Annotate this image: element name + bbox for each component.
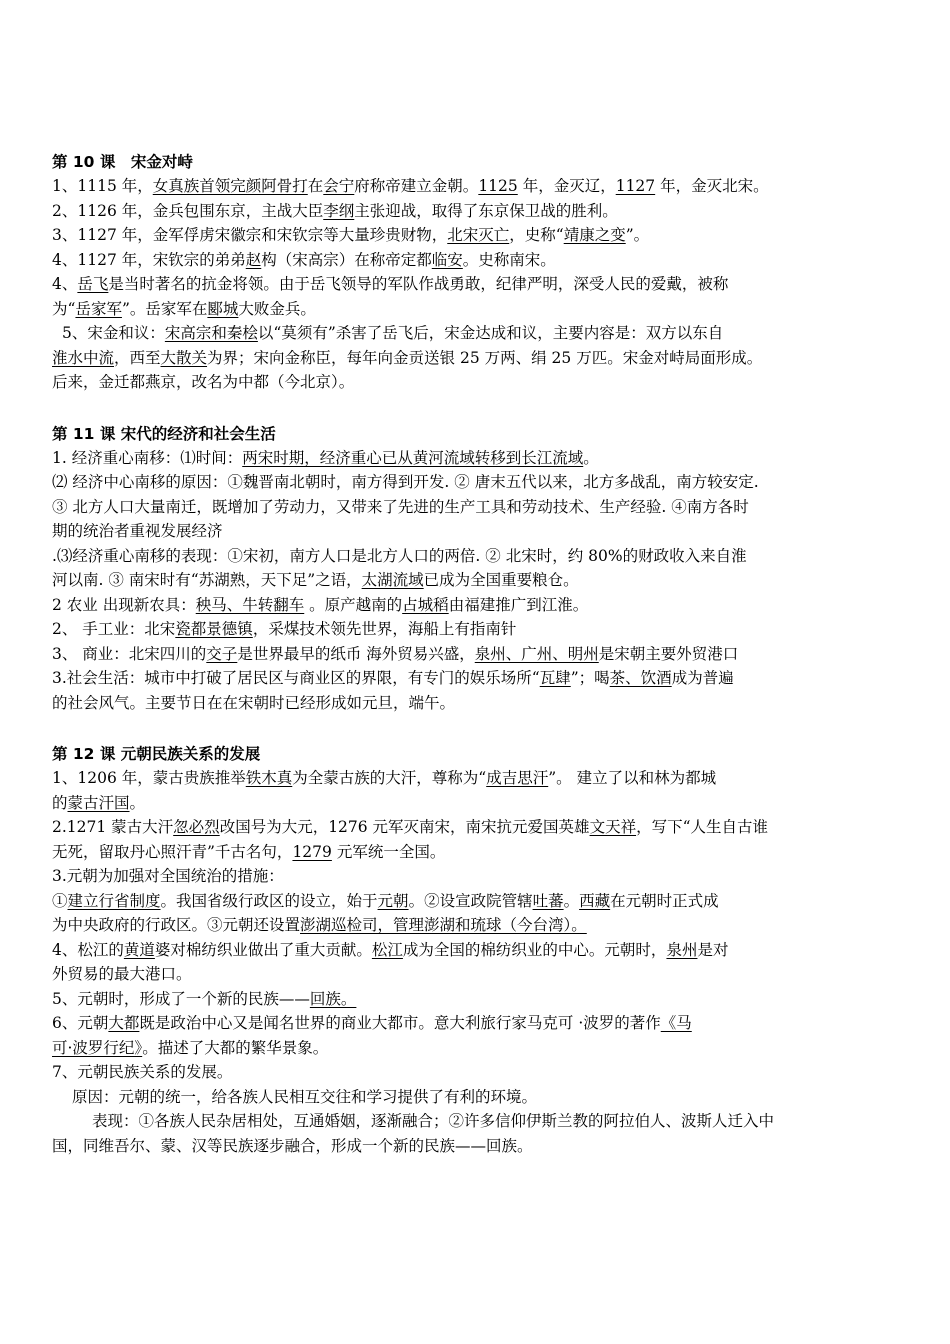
- text-line: [52, 864, 912, 889]
- text-line: [52, 174, 912, 199]
- text-run: 是世界最早的纸币 海外贸易兴盛，: [237, 644, 475, 663]
- key-term: 郾城: [207, 299, 239, 318]
- text-run: 2 农业 出现新农具：: [52, 595, 196, 614]
- key-term: 回族。: [309, 989, 357, 1008]
- text-line: [52, 791, 912, 816]
- text-run: 由福建推广到江淮。: [448, 595, 589, 614]
- key-term: 占城稻: [402, 595, 449, 614]
- text-run: 河以南. ③ 南宋时有“苏湖熟，天下足”之语，: [52, 571, 362, 589]
- text-run: 1、1115 年，: [52, 177, 153, 195]
- key-term: 李纲: [323, 201, 355, 220]
- text-run: 。史称南宋。: [462, 250, 556, 269]
- text-run: 后来，金迁都燕京，改名为中都（今北京）。: [52, 373, 355, 391]
- text-run: 无死，留取丹心照汗青”千古名句，: [52, 842, 293, 861]
- text-run: 在元朝时正式成: [610, 891, 719, 910]
- text-run: 期的统治者重视发展经济: [52, 522, 223, 540]
- text-run: 6、元朝: [52, 1014, 109, 1032]
- text-run: 7、元朝民族关系的发展。: [52, 1063, 233, 1081]
- text-run: 构（宋高宗）在称帝定都: [261, 250, 432, 269]
- text-run: 国，同维吾尔、蒙、汉等民族逐步融合，形成一个新的民族——回族。: [52, 1136, 533, 1155]
- text-line: [52, 544, 912, 569]
- text-run: 2、1126 年，金兵包围东京，主战大臣: [52, 201, 324, 220]
- key-term: 文天祥: [589, 818, 637, 836]
- key-term: 成吉思汗: [486, 769, 549, 787]
- key-term: 女真族首领完颜阿骨打: [152, 177, 308, 195]
- text-run: .⑶经济重心南移的表现：①宋初，南方人口是北方人口的两倍. ② 北宋时，约 80%的财政收入来自淮: [52, 546, 747, 565]
- text-line: [52, 470, 912, 495]
- key-term: 《马: [660, 1014, 692, 1032]
- text-run: 1、1206 年，蒙古贵族推举: [52, 769, 246, 787]
- text-run: ①: [52, 891, 68, 910]
- key-term: 西藏: [579, 891, 611, 910]
- text-run: 。描述了大都的繁华景象。: [142, 1038, 329, 1057]
- text-line: [52, 642, 912, 667]
- text-line: [52, 1011, 912, 1036]
- text-run: 以“莫须有”杀害了岳飞后，宋金达成和议，主要内容是：双方以东自: [257, 324, 724, 342]
- text-line: [52, 272, 912, 297]
- key-term: 大散关: [160, 348, 208, 367]
- text-line: [52, 370, 912, 395]
- text-run: 。原产越南的: [304, 595, 403, 614]
- text-run: 。: [563, 891, 580, 910]
- text-run: 主张迎战，取得了东京保卫战的胜利。: [354, 201, 618, 220]
- text-run: 成为全国的棉纺织业的中心。元朝时，: [402, 940, 667, 959]
- key-term: 黄道: [123, 940, 155, 959]
- text-run: 在: [307, 177, 324, 195]
- text-run: 的: [52, 793, 68, 812]
- text-run: ，西至: [114, 348, 161, 367]
- text-line: [52, 766, 912, 791]
- text-line: [52, 1085, 912, 1110]
- text-run: 为界；宋向金称臣，每年向金贡送银 25 万两、绢 25 万匹。宋金对峙局面形成。: [207, 348, 763, 367]
- text-run: 是宋朝主要外贸港口: [598, 644, 739, 663]
- key-term: 会宁: [323, 177, 355, 195]
- text-run: ，史称“: [509, 226, 564, 244]
- text-line: [52, 938, 912, 963]
- text-run: 为“: [52, 299, 76, 318]
- text-line: [52, 346, 912, 371]
- text-run: 。②设宣政院管辖: [408, 891, 533, 910]
- text-run: 2.1271 蒙古大汗: [52, 818, 174, 836]
- key-term: 茶、饮酒: [609, 669, 672, 687]
- text-run: 成为普遍: [671, 669, 734, 687]
- text-run: 。我国省级行政区的设立，始于: [160, 891, 378, 910]
- text-run: 年，金灭辽，: [517, 177, 616, 195]
- text-line: [52, 519, 912, 544]
- lesson-section: [52, 422, 912, 716]
- text-line: [52, 223, 912, 248]
- text-run: 的社会风气。主要节日在在宋朝时已经形成如元旦，端午。: [52, 693, 456, 712]
- key-term: 瓷都景德镇: [175, 620, 253, 638]
- lesson-title: 第 11 课 宋代的经济和社会生活: [52, 424, 276, 443]
- text-run: ⑵ 经济中心南移的原因：①魏晋南北朝时，南方得到开发. ② 唐末五代以来，北方多战乱，南方较安定.: [52, 473, 759, 491]
- text-run: 4、: [52, 275, 78, 293]
- key-term: 临安: [431, 250, 463, 269]
- text-line: [52, 199, 912, 224]
- key-term: 北宋灭亡: [447, 226, 510, 244]
- text-line: [52, 248, 912, 273]
- lesson-section: [52, 150, 912, 395]
- key-term: 松江: [371, 940, 403, 959]
- text-run: 外贸易的最大港口。: [52, 965, 192, 983]
- text-run: 年，金灭北宋。: [655, 177, 769, 195]
- text-run: 婆对棉纺织业做出了重大贡献。: [154, 940, 372, 959]
- text-run: 5、宋金和议：: [62, 324, 165, 342]
- text-run: 既是政治中心又是闻名世界的商业大都市。意大利旅行家马克可 ·波罗的著作: [139, 1014, 661, 1032]
- text-line: [52, 1036, 912, 1061]
- text-run: 4、1127 年，宋钦宗的弟弟: [52, 250, 246, 269]
- text-run: 改国号为大元，1276 元军灭南宋，南宋抗元爱国英雄: [219, 818, 590, 836]
- text-line: [52, 840, 912, 865]
- key-term: 泉州、广州、明州: [474, 644, 599, 663]
- key-term: 靖康之变: [563, 226, 626, 244]
- text-line: [52, 962, 912, 987]
- key-term: 淮水中流: [52, 348, 115, 367]
- text-line: [52, 815, 912, 840]
- text-run: 已成为全国重要粮仓。: [423, 571, 579, 589]
- text-run: 是当时著名的抗金将领。由于岳飞领导的军队作战勇敢，纪律严明，深受人民的爱戴，被称: [108, 275, 729, 293]
- text-run: ”；喝: [570, 669, 610, 687]
- lesson-title: 第 12 课 元朝民族关系的发展: [52, 745, 261, 763]
- text-run: 府称帝建立金朝。: [354, 177, 479, 195]
- text-line: [52, 495, 912, 520]
- key-term: 建立行省制度: [67, 891, 161, 910]
- lesson-section: [52, 742, 912, 1158]
- text-run: 为中央政府的行政区。③元朝还设置: [52, 916, 301, 934]
- key-term: 岳飞: [77, 275, 109, 293]
- key-term: 太湖流域: [361, 571, 424, 589]
- lesson-title: 第 10 课 宋金对峙: [52, 153, 193, 171]
- key-term: 瓦肆: [539, 669, 571, 687]
- text-run: ”。岳家军在: [121, 299, 208, 318]
- text-run: 2、 手工业：北宋: [52, 620, 176, 638]
- text-line: [52, 593, 912, 618]
- key-term: 蒙古汗国: [67, 793, 130, 812]
- text-run: 是对: [697, 940, 729, 959]
- text-run: 。: [583, 448, 599, 467]
- text-run: ③ 北方人口大量南迁，既增加了劳动力，又带来了先进的生产工具和劳动技术、生产经验. ④南方各时: [52, 497, 749, 516]
- key-term: 赵: [245, 250, 262, 269]
- key-term: 忽必烈: [173, 818, 220, 836]
- key-term: 大都: [108, 1014, 140, 1032]
- text-line: [52, 1060, 912, 1085]
- key-term: 秧马、牛转翻车: [195, 595, 305, 614]
- key-term: 岳家军: [75, 299, 122, 318]
- text-line: [52, 446, 912, 471]
- text-line: [52, 913, 912, 938]
- key-term: 1279: [292, 842, 332, 861]
- text-line: [52, 987, 912, 1012]
- text-line: [52, 568, 912, 593]
- text-line: [52, 321, 912, 346]
- text-run: 3、 商业：北宋四川的: [52, 644, 207, 663]
- text-line: [52, 691, 912, 716]
- text-line: [52, 666, 912, 691]
- text-run: 4、松江的: [52, 940, 124, 959]
- text-run: 5、元朝时，形成了一个新的民族——: [52, 989, 310, 1008]
- key-term: 吐蕃: [532, 891, 564, 910]
- key-term: 澎湖巡检司，管理澎湖和琉球（今台湾）。: [300, 916, 587, 934]
- text-run: 为全蒙古族的大汗，尊称为“: [292, 769, 487, 787]
- text-line: [52, 1109, 912, 1134]
- text-run: 元军统一全国。: [331, 842, 446, 861]
- document-page: [52, 150, 912, 1185]
- key-term: 元朝: [377, 891, 409, 910]
- text-run: ，写下“人生自古谁: [636, 818, 769, 836]
- text-run: ”。 建立了以和林为都城: [548, 769, 717, 787]
- key-term: 宋高宗和秦桧: [164, 324, 258, 342]
- key-term: 交子: [206, 644, 238, 663]
- key-term: 两宋时期，经济重心已从黄河流域转移到长江流域: [242, 448, 584, 467]
- text-run: 原因：元朝的统一，给各族人民相互交往和学习提供了有利的环境。: [72, 1087, 538, 1106]
- text-run: 大败金兵。: [238, 299, 316, 318]
- text-line: [52, 889, 912, 914]
- text-run: 1. 经济重心南移：⑴时间：: [52, 448, 243, 467]
- text-run: 3、1127 年，金军俘虏宋徽宗和宋钦宗等大量珍贵财物，: [52, 226, 448, 244]
- text-run: 3.社会生活：城市中打破了居民区与商业区的界限，有专门的娱乐场所“: [52, 669, 540, 687]
- key-term: 1125: [478, 177, 518, 195]
- key-term: 泉州: [666, 940, 698, 959]
- key-term: 1127: [615, 177, 656, 195]
- key-term: 铁木真: [245, 769, 293, 787]
- text-line: [52, 617, 912, 642]
- text-run: ”。: [625, 226, 650, 244]
- text-run: 。: [129, 793, 146, 812]
- text-line: [52, 297, 912, 322]
- text-run: ，采煤技术领先世界，海船上有指南针: [252, 620, 517, 638]
- key-term: 可·波罗行纪》: [52, 1038, 143, 1057]
- text-run: 3.元朝为加强对全国统治的措施：: [52, 867, 284, 885]
- text-run: 表现：①各族人民杂居相处，互通婚姻，逐渐融合；②许多信仰伊斯兰教的阿拉伯人、波斯人迁入中: [92, 1112, 775, 1130]
- text-line: [52, 1134, 912, 1159]
